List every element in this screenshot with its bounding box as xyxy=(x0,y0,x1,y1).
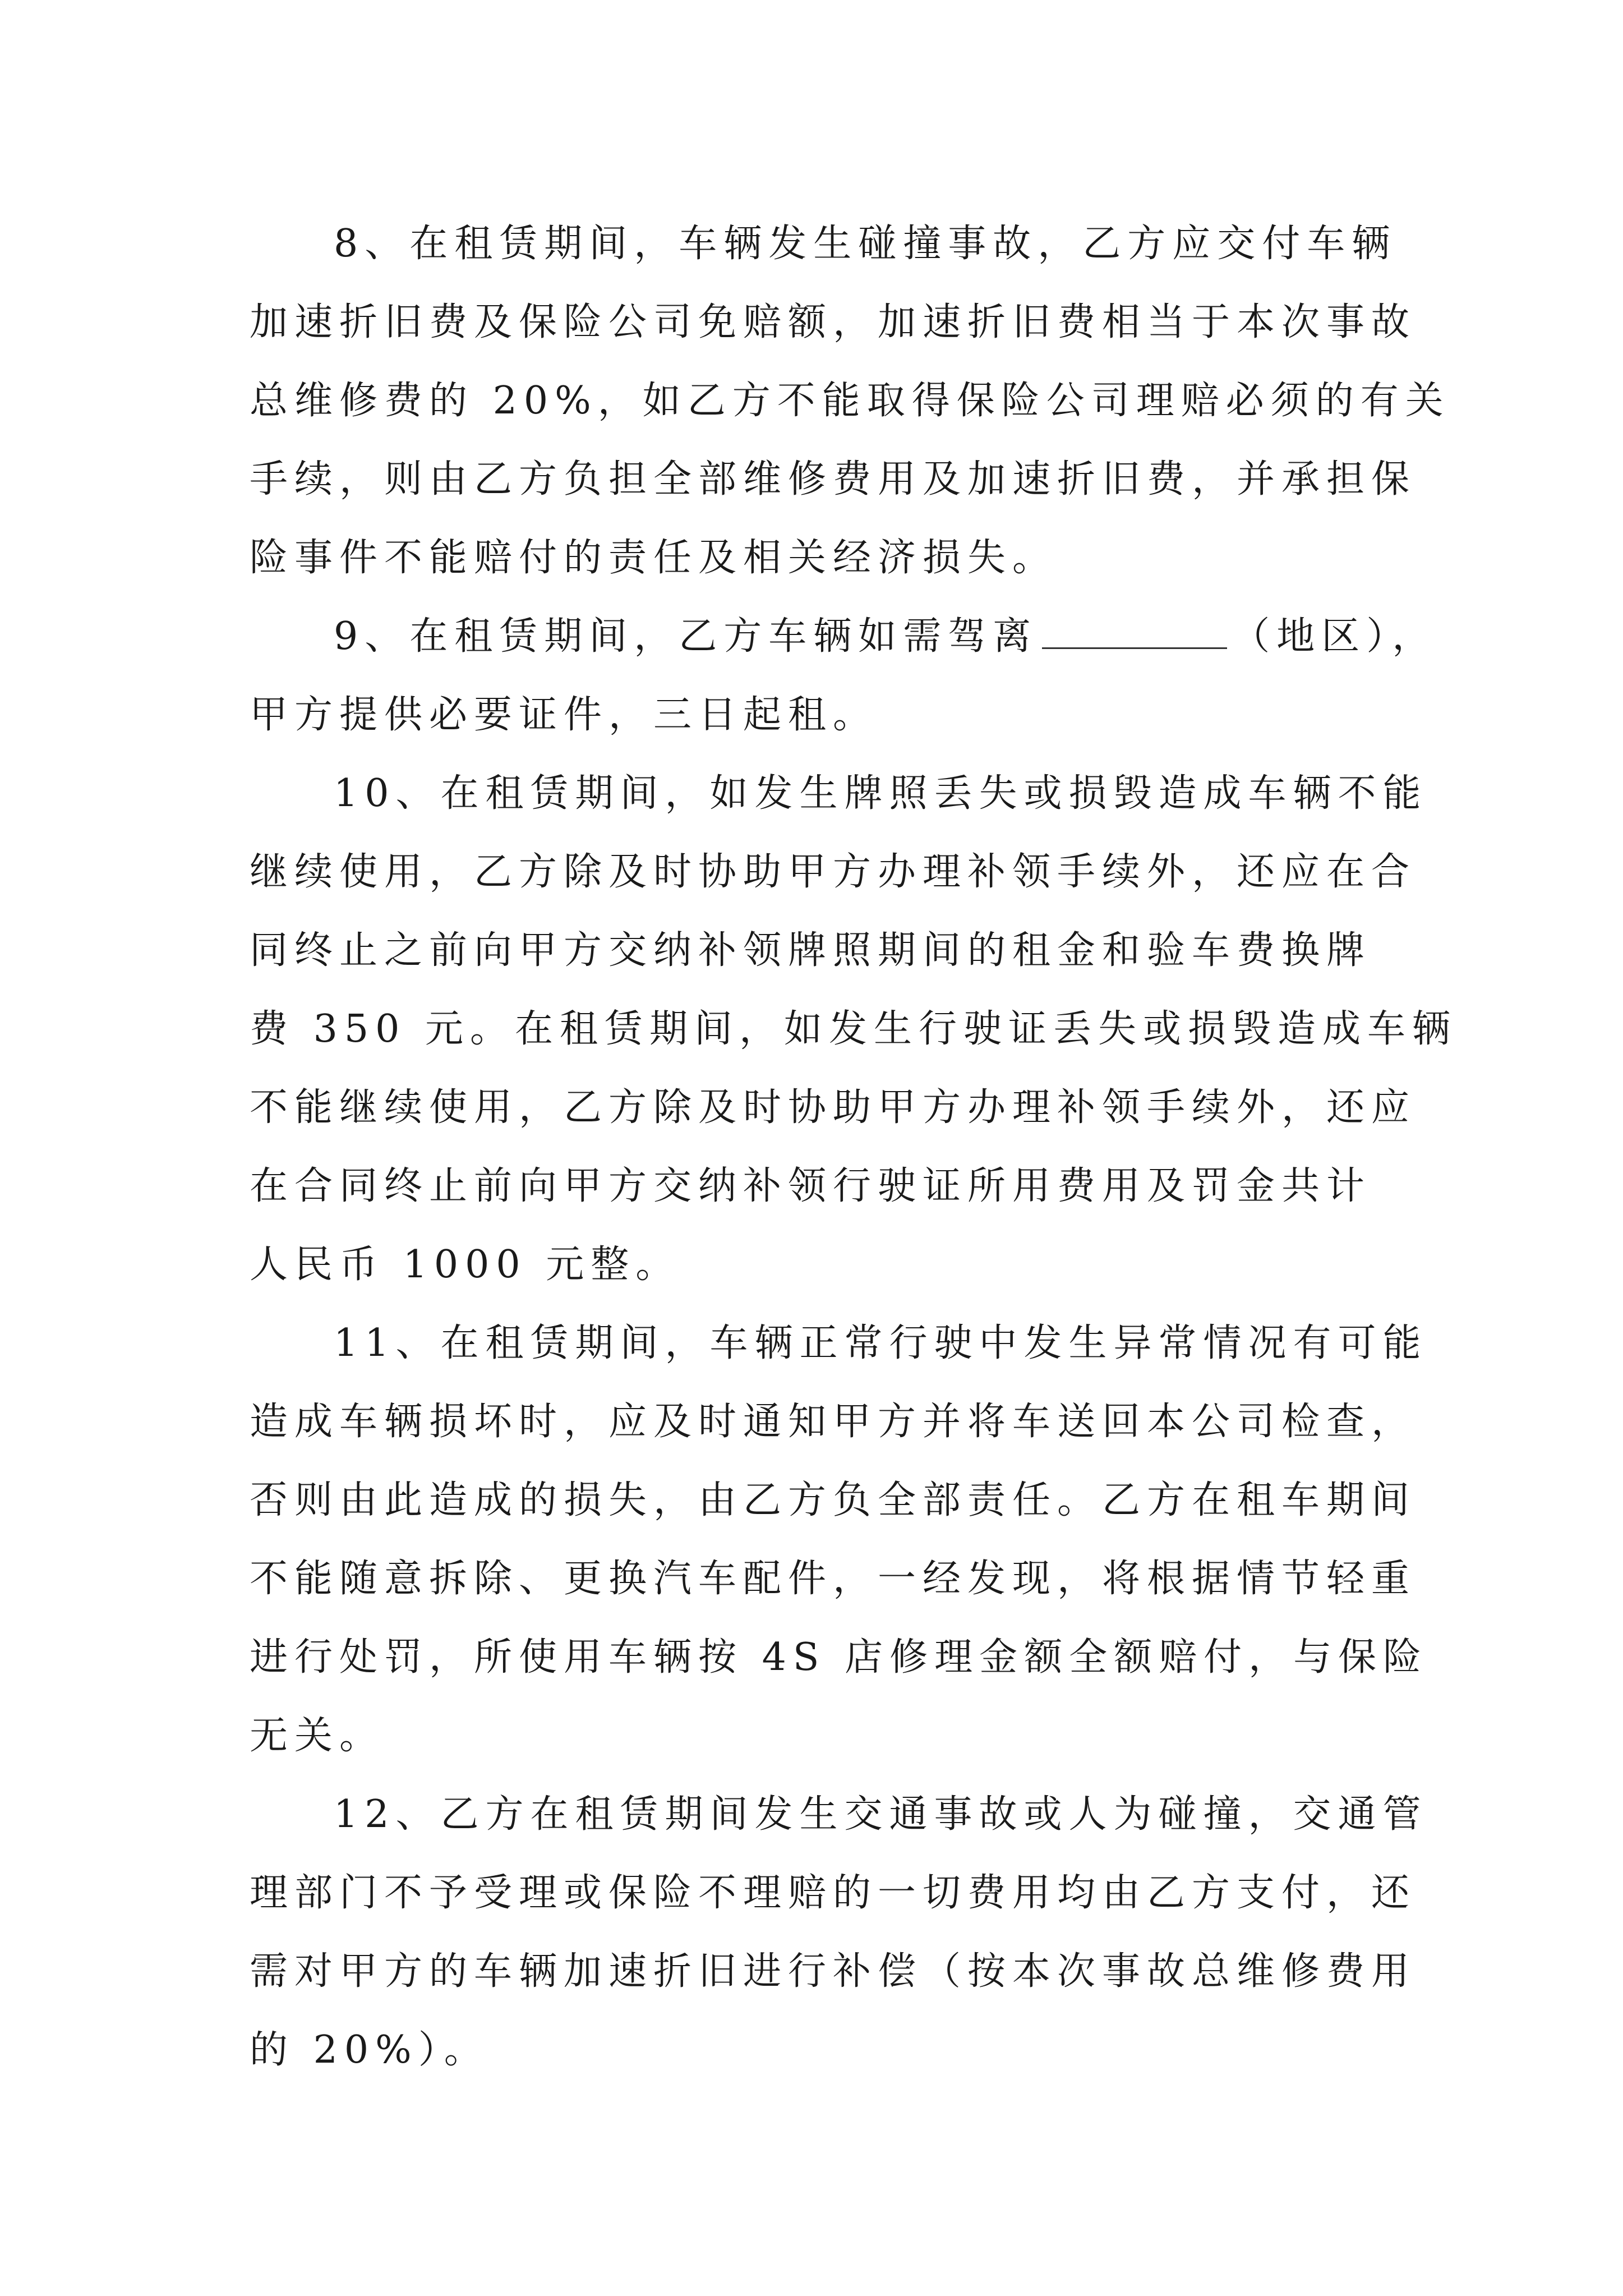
clause-11 xyxy=(250,1304,1428,1775)
clause-12 xyxy=(250,1775,1428,2090)
clause-line: 造成车辆损坏时，应及时通知甲方并将车送回本公司检查， xyxy=(250,1400,1417,1444)
clause-line: 继续使用，乙方除及时协助甲方办理补领手续外，还应在合 xyxy=(250,850,1417,894)
clause-line: 进行处罚，所使用车辆按 4S 店修理金额全额赔付，与保险 xyxy=(250,1635,1428,1680)
clause-9 xyxy=(250,597,1437,754)
clause-line: 同终止之前向甲方交纳补领牌照期间的租金和验车费换牌 xyxy=(250,928,1372,973)
clause-line: 人民币 1000 元整。 xyxy=(250,1243,681,1287)
clause-line: 不能继续使用，乙方除及时协助甲方办理补领手续外，还应 xyxy=(250,1085,1417,1130)
clause-line: 不能随意拆除、更换汽车配件，一经发现，将根据情节轻重 xyxy=(250,1557,1417,1601)
clause-line: 费 350 元。在租赁期间，如发生行驶证丢失或损毁造成车辆 xyxy=(250,1007,1458,1051)
clause-line: 11、在租赁期间，车辆正常行驶中发生异常情况有可能 xyxy=(334,1321,1428,1365)
clause-line: 险事件不能赔付的责任及相关经济损失。 xyxy=(250,536,1058,580)
clause-line: 理部门不予受理或保险不理赔的一切费用均由乙方支付，还 xyxy=(250,1871,1417,1915)
clause-line: 加速折旧费及保险公司免赔额，加速折旧费相当于本次事故 xyxy=(250,300,1417,344)
clause-line: 无关。 xyxy=(250,1714,385,1758)
clause-line: 的 20%）。 xyxy=(250,2028,489,2072)
clause-line: 需对甲方的车辆加速折旧进行补偿（按本次事故总维修费用 xyxy=(250,1949,1417,1994)
clause-line: 在合同终止前向甲方交纳补领行驶证所用费用及罚金共计 xyxy=(250,1164,1372,1208)
clause-line xyxy=(250,597,1437,676)
clause-line: 手续，则由乙方负担全部维修费用及加速折旧费，并承担保 xyxy=(250,457,1417,501)
clause-text: 9、在租赁期间，乙方车辆如需驾离 xyxy=(334,614,1038,659)
clause-line: 12、乙方在租赁期间发生交通事故或人为碰撞，交通管 xyxy=(334,1792,1428,1837)
clause-line: 10、在租赁期间，如发生牌照丢失或损毁造成车辆不能 xyxy=(334,771,1428,816)
clause-8 xyxy=(250,205,1450,597)
clause-10 xyxy=(250,754,1458,1304)
clause-line: 总维修费的 20%，如乙方不能取得保险公司理赔必须的有关 xyxy=(250,379,1450,423)
document-page xyxy=(250,205,1458,2090)
clause-text: （地区）， xyxy=(1232,614,1437,659)
clause-line: 否则由此造成的损失，由乙方负全部责任。乙方在租车期间 xyxy=(250,1478,1417,1522)
region-blank-field[interactable] xyxy=(1042,614,1227,649)
clause-line: 8、在租赁期间，车辆发生碰撞事故，乙方应交付车辆 xyxy=(334,222,1397,266)
clause-line: 甲方提供必要证件，三日起租。 xyxy=(250,693,878,737)
